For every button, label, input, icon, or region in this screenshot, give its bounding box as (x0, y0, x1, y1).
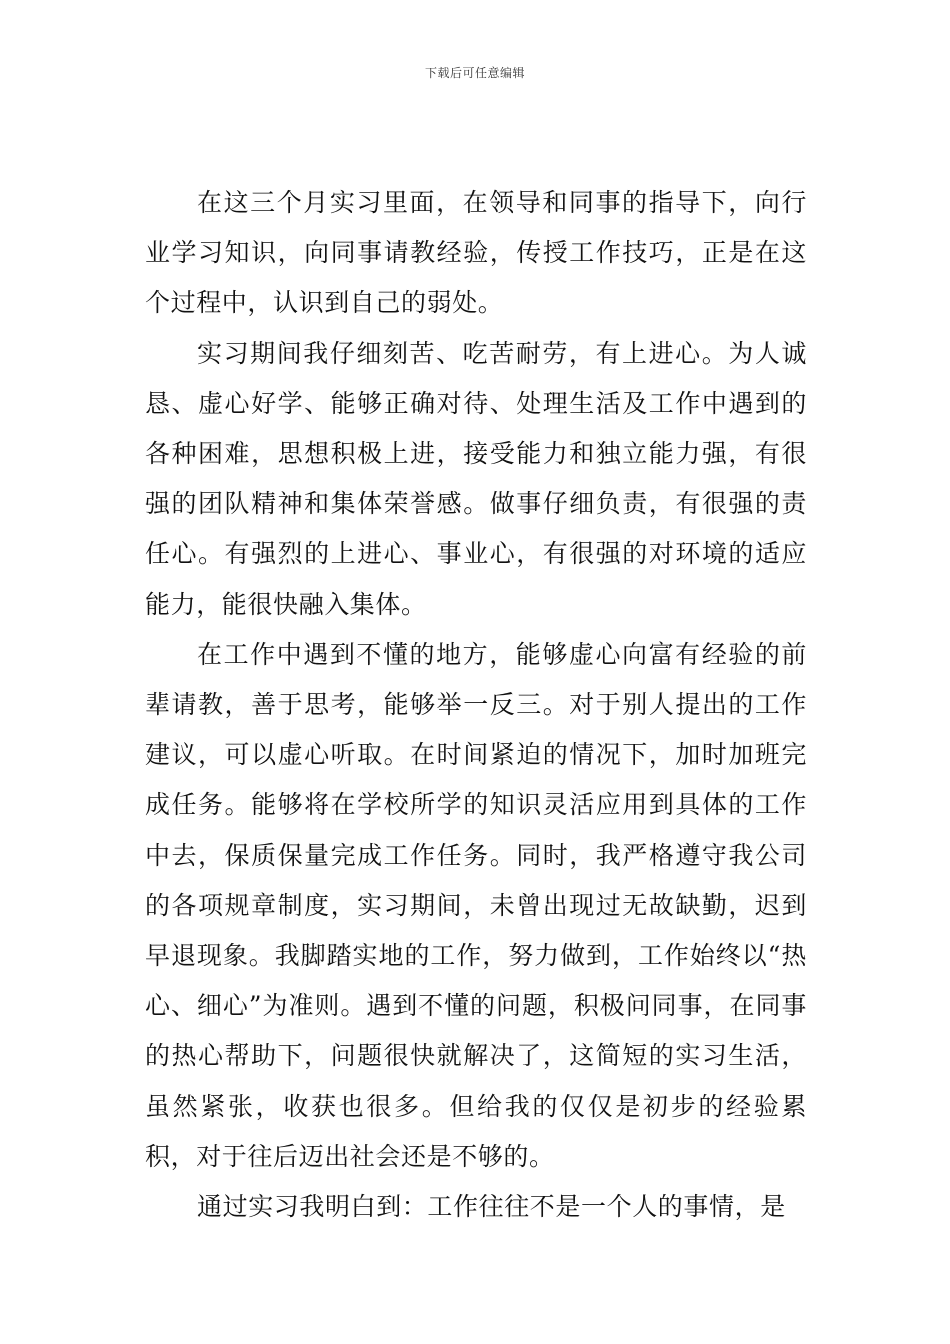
document-body (145, 178, 807, 1232)
paragraph: 在这三个月实习里面，在领导和同事的指导下，向行业学习知识，向同事请教经验，传授工作技巧，正是在这个过程中，认识到自己的弱处。 (145, 188, 807, 318)
paragraph: 实习期间我仔细刻苦、吃苦耐劳，有上进心。为人诚恳、虚心好学、能够正确对待、处理生活及工作中遇到的各种困难，思想积极上进，接受能力和独立能力强，有很强的团队精神和集体荣誉感。做事仔细负责，有很强的责任心。有强烈的上进心、事业心，有很强的对环境的适应能力，能很快融入集体。 (145, 338, 807, 619)
page-header: 下载后可任意编辑 (424, 66, 525, 80)
paragraph: 通过实习我明白到：工作往往不是一个人的事情，是 (197, 1192, 786, 1222)
paragraph: 在工作中遇到不懂的地方，能够虚心向富有经验的前辈请教，善于思考，能够举一反三。对于别人提出的工作建议，可以虚心听取。在时间紧迫的情况下，加时加班完成任务。能够将在学校所学的知识灵活应用到具体的工作中去，保质保量完成工作任务。同时，我严格遵守我公司的各项规章制度，实习期间，未曾出现过无故缺勤，迟到早退现象。我脚踏实地的工作，努力做到，工作始终以“热心、细心”为准则。遇到不懂的问题，积极问同事，在同事的热心帮助下，问题很快就解决了，这简短的实习生活，虽然紧张，收获也很多。但给我的仅仅是初步的经验累积，对于往后迈出社会还是不够的。 (145, 639, 807, 1171)
